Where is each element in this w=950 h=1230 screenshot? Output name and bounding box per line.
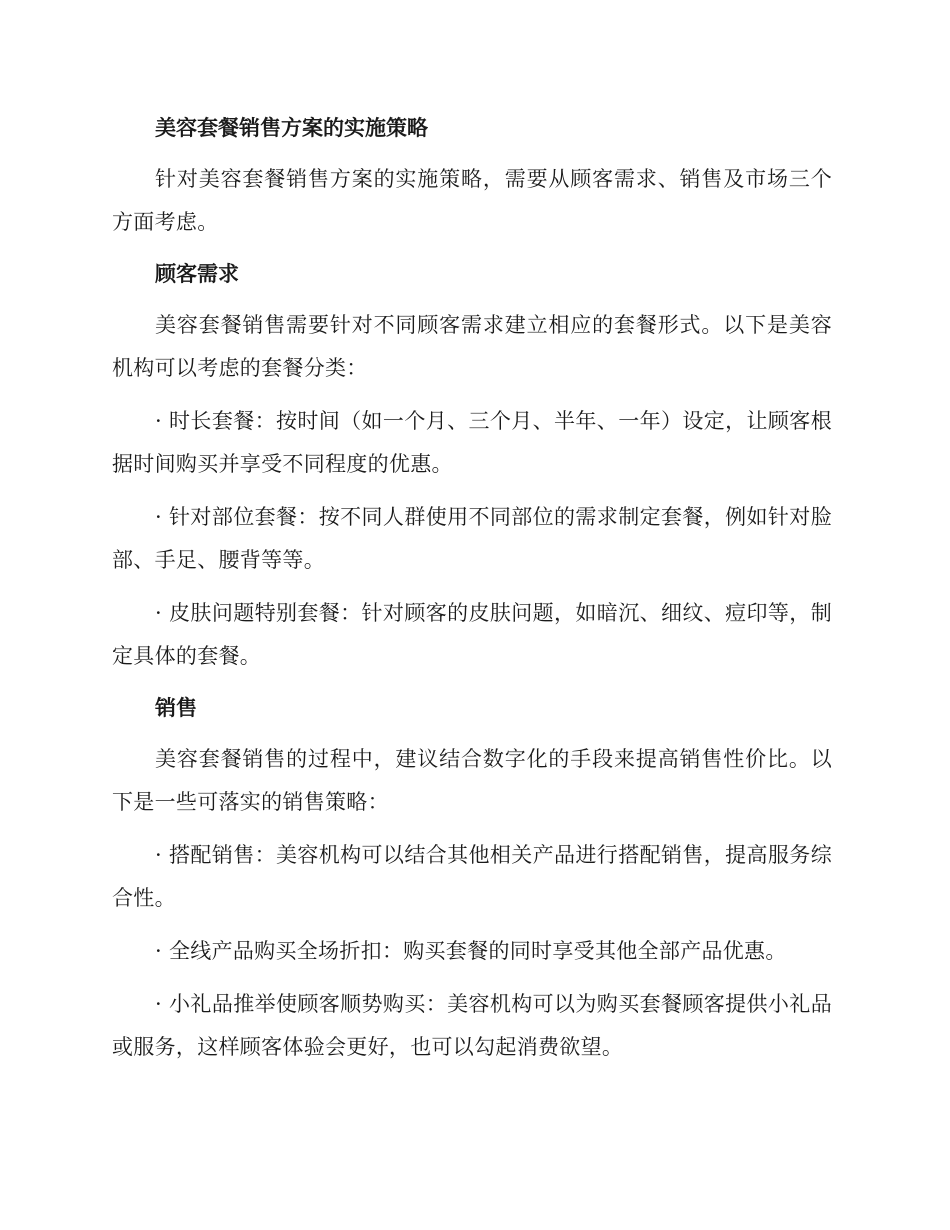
bullet-full-line-discount: · 全线产品购买全场折扣：购买套餐的同时享受其他全部产品优惠。 xyxy=(155,939,787,963)
customer-needs-intro: 美容套餐销售需要针对不同顾客需求建立相应的套餐形式。以下是美容机构可以考虑的套餐分类： xyxy=(112,313,832,380)
document-title: 美容套餐销售方案的实施策略 xyxy=(155,116,428,140)
bullet-body-part-package: · 针对部位套餐：按不同人群使用不同部位的需求制定套餐，例如针对脸部、手足、腰背等等。 xyxy=(112,505,832,572)
document-page xyxy=(112,108,832,1079)
section-heading-sales: 销售 xyxy=(155,696,197,720)
sales-intro: 美容套餐销售的过程中，建议结合数字化的手段来提高销售性价比。以下是一些可落实的销售策略： xyxy=(112,747,832,814)
intro-paragraph: 针对美容套餐销售方案的实施策略，需要从顾客需求、销售及市场三个方面考虑。 xyxy=(112,167,832,234)
bullet-skin-problem-package: · 皮肤问题特别套餐：针对顾客的皮肤问题，如暗沉、细纹、痘印等，制定具体的套餐。 xyxy=(112,601,832,668)
bullet-small-gift: · 小礼品推举使顾客顺势购买：美容机构可以为购买套餐顾客提供小礼品或服务，这样顾客体验会更好，也可以勾起消费欲望。 xyxy=(112,992,832,1059)
section-heading-customer-needs: 顾客需求 xyxy=(155,262,239,286)
bullet-bundle-sales: · 搭配销售：美容机构可以结合其他相关产品进行搭配销售，提高服务综合性。 xyxy=(112,843,832,910)
bullet-duration-package: · 时长套餐：按时间（如一个月、三个月、半年、一年）设定，让顾客根据时间购买并享受不同程度的优惠。 xyxy=(112,409,832,476)
